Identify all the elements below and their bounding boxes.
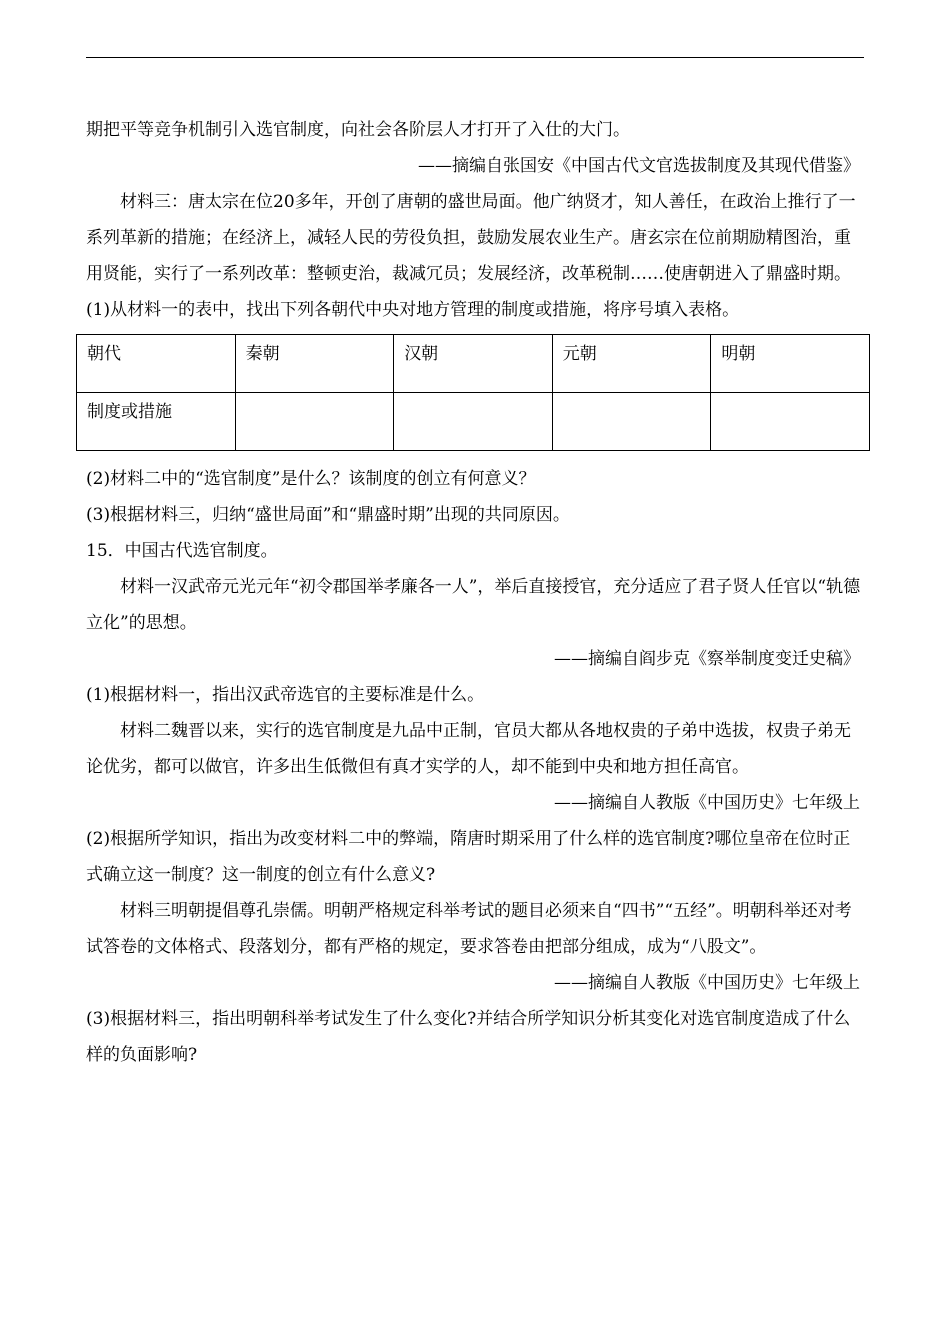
table-header-cell: 秦朝	[235, 335, 394, 393]
dynasty-table	[76, 334, 870, 451]
table-answer-cell	[711, 393, 870, 451]
q15-material-one: 材料一汉武帝元光元年“初令郡国举孝廉各一人”，举后直接授官，充分适应了君子贤人任官以“轨德立化”的思想。	[86, 577, 861, 633]
table-header-cell: 汉朝	[394, 335, 553, 393]
table-row-label: 制度或措施	[77, 393, 236, 451]
q15-question-3: (3)根据材料三，指出明朝科举考试发生了什么变化?并结合所学知识分析其变化对选官制度造成了什么样的负面影响?	[86, 1009, 851, 1065]
question-1: (1)从材料一的表中，找出下列各朝代中央对地方管理的制度或措施，将序号填入表格。	[86, 300, 740, 320]
table-answer-cell	[394, 393, 553, 451]
document-body	[86, 112, 864, 1073]
question-15-heading: 15．中国古代选官制度。	[86, 541, 278, 561]
table-header-cell: 元朝	[552, 335, 711, 393]
paragraph-continuation: 期把平等竞争机制引入选官制度，向社会各阶层人才打开了入仕的大门。	[86, 120, 630, 140]
table-answer-cell	[552, 393, 711, 451]
question-3: (3)根据材料三，归纳“盛世局面”和“鼎盛时期”出现的共同原因。	[86, 505, 570, 525]
table-row	[77, 393, 870, 451]
source-citation: ——摘编自人教版《中国历史》七年级上	[554, 793, 860, 813]
q15-question-1: (1)根据材料一，指出汉武帝选官的主要标准是什么。	[86, 685, 485, 705]
q15-question-2: (2)根据所学知识，指出为改变材料二中的弊端，隋唐时期采用了什么样的选官制度?哪位皇帝在位时正式确立这一制度？这一制度的创立有什么意义?	[86, 829, 851, 885]
table-answer-cell	[235, 393, 394, 451]
header-rule	[86, 57, 864, 58]
table-header-row	[77, 335, 870, 393]
table-header-cell: 明朝	[711, 335, 870, 393]
material-three: 材料三：唐太宗在位20多年，开创了唐朝的盛世局面。他广纳贤才，知人善任，在政治上推行了一系列革新的措施；在经济上，减轻人民的劳役负担，鼓励发展农业生产。唐玄宗在位前期励精图治，重用贤能，实行了一系列改革：整顿吏治，裁减冗员；发展经济，改革税制……使唐朝进入了鼎盛时期。	[86, 192, 856, 284]
source-citation: ——摘编自张国安《中国古代文官选拔制度及其现代借鉴》	[418, 156, 860, 176]
table-header-cell: 朝代	[77, 335, 236, 393]
question-2: (2)材料二中的“选官制度”是什么？该制度的创立有何意义？	[86, 469, 536, 489]
q15-material-two: 材料二魏晋以来，实行的选官制度是九品中正制，官员大都从各地权贵的子弟中选拔，权贵子弟无论优劣，都可以做官，许多出生低微但有真才实学的人，却不能到中央和地方担任高官。	[86, 721, 851, 777]
q15-material-three: 材料三明朝提倡尊孔崇儒。明朝严格规定科举考试的题目必须来自“四书”“五经”。明朝科举还对考试答卷的文体格式、段落划分，都有严格的规定，要求答卷由把部分组成，成为“八股文”。	[86, 901, 852, 957]
source-citation: ——摘编自人教版《中国历史》七年级上	[554, 973, 860, 993]
source-citation: ——摘编自阎步克《察举制度变迁史稿》	[554, 649, 860, 669]
